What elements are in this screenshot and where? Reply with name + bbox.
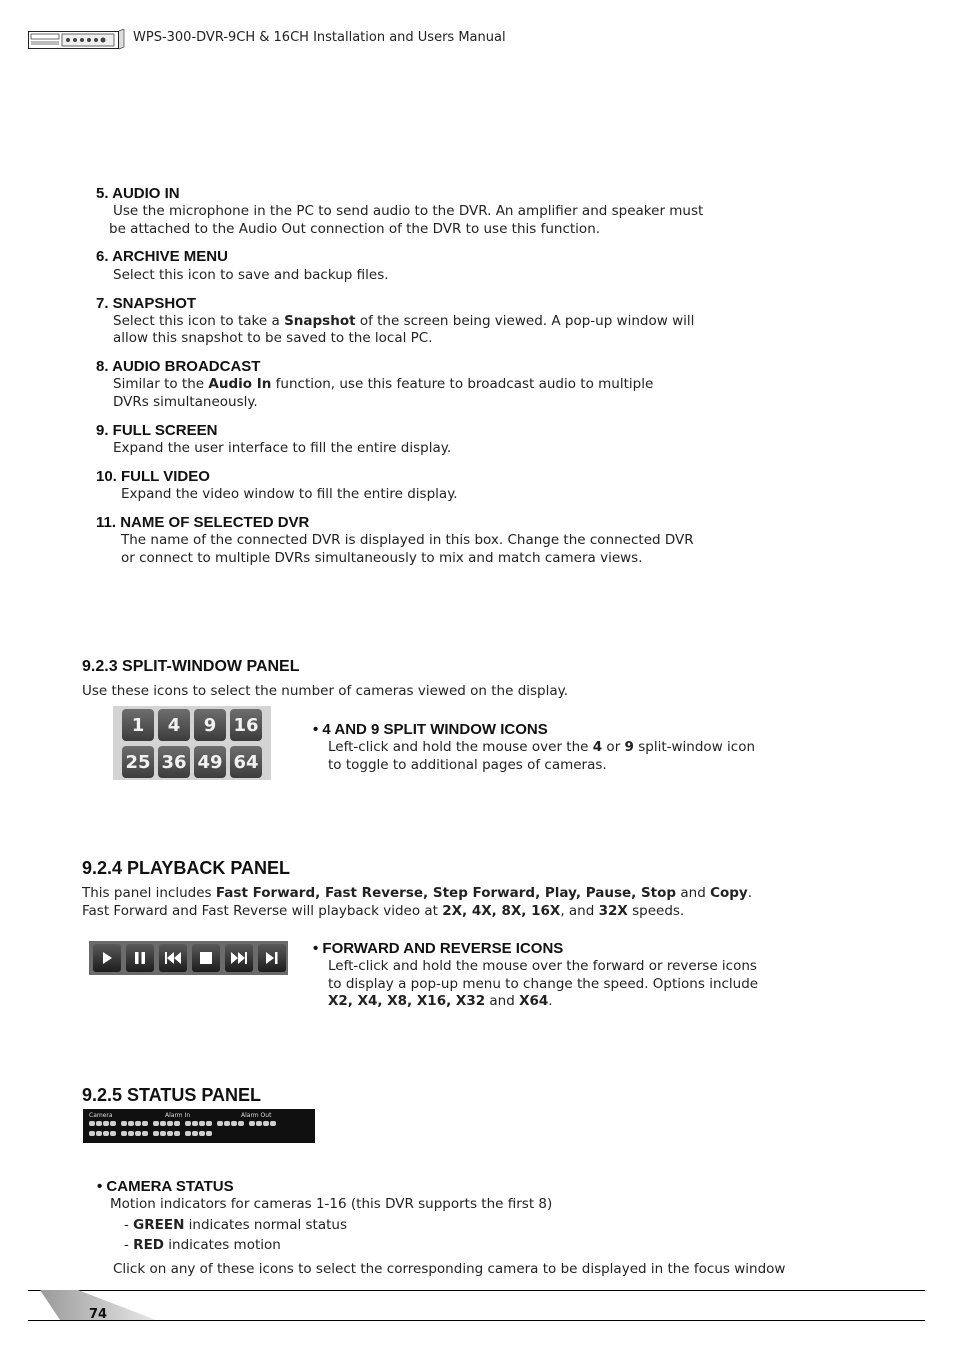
split-4-button[interactable]: 4 bbox=[158, 709, 190, 741]
fast-forward-button[interactable] bbox=[225, 944, 253, 972]
item-heading: 7. SNAPSHOT bbox=[96, 295, 197, 312]
item-text: Expand the video window to fill the entire display. bbox=[121, 486, 458, 502]
split-36-button[interactable]: 36 bbox=[158, 746, 190, 778]
fast-forward-icon bbox=[230, 950, 248, 966]
step-forward-button[interactable] bbox=[258, 944, 286, 972]
camera-status-row-1[interactable] bbox=[89, 1121, 276, 1126]
play-icon bbox=[99, 950, 115, 966]
item-text: be attached to the Audio Out connection of the DVR to use this function. bbox=[109, 221, 601, 237]
stop-button[interactable] bbox=[192, 944, 220, 972]
stop-icon bbox=[198, 950, 214, 966]
item-text: Use the microphone in the PC to send audio to the DVR. An amplifier and speaker must bbox=[113, 203, 704, 219]
split-64-button[interactable]: 64 bbox=[230, 746, 262, 778]
bullet-text: Left-click and hold the mouse over the 4 or 9 split-window icon bbox=[328, 739, 756, 755]
bullet-text: - GREEN indicates normal status bbox=[124, 1217, 348, 1233]
bullet-text: Left-click and hold the mouse over the forward or reverse icons bbox=[328, 958, 757, 974]
item-text: DVRs simultaneously. bbox=[113, 394, 258, 410]
split-16-button[interactable]: 16 bbox=[230, 709, 262, 741]
bullet-heading: • FORWARD AND REVERSE ICONS bbox=[313, 940, 564, 957]
bullet-text: Motion indicators for cameras 1-16 (this DVR supports the first 8) bbox=[110, 1196, 553, 1212]
section-intro: Use these icons to select the number of cameras viewed on the display. bbox=[82, 683, 568, 699]
bullet-text: Click on any of these icons to select the corresponding camera to be displayed in the focus window bbox=[113, 1261, 786, 1277]
bullet-heading: • CAMERA STATUS bbox=[97, 1178, 234, 1195]
bullet-heading: • 4 AND 9 SPLIT WINDOW ICONS bbox=[313, 721, 548, 738]
status-label-alarm-in: Alarm In bbox=[165, 1112, 191, 1119]
playback-panel bbox=[89, 941, 288, 975]
split-49-button[interactable]: 49 bbox=[194, 746, 226, 778]
item-heading: 8. AUDIO BROADCAST bbox=[96, 358, 261, 375]
split-window-panel bbox=[113, 706, 271, 780]
item-heading: 6. ARCHIVE MENU bbox=[96, 248, 228, 265]
step-forward-icon bbox=[264, 950, 280, 966]
split-25-button[interactable]: 25 bbox=[122, 746, 154, 778]
status-label-alarm-out: Alarm Out bbox=[241, 1112, 272, 1119]
status-panel bbox=[83, 1109, 315, 1143]
item-text: The name of the connected DVR is displayed in this box. Change the connected DVR bbox=[121, 532, 694, 548]
item-text: Similar to the Audio In function, use this feature to broadcast audio to multiple bbox=[113, 376, 654, 392]
split-1-button[interactable]: 1 bbox=[122, 709, 154, 741]
rewind-icon bbox=[164, 950, 182, 966]
item-heading: 11. NAME OF SELECTED DVR bbox=[96, 514, 310, 531]
bullet-text: X2, X4, X8, X16, X32 and X64. bbox=[328, 993, 553, 1009]
section-text: This panel includes Fast Forward, Fast Reverse, Step Forward, Play, Pause, Stop and Copy. bbox=[82, 885, 753, 901]
item-heading: 9. FULL SCREEN bbox=[96, 422, 218, 439]
item-text: or connect to multiple DVRs simultaneously to mix and match camera views. bbox=[121, 550, 643, 566]
bullet-text: to toggle to additional pages of cameras. bbox=[328, 757, 607, 773]
bullet-text: - RED indicates motion bbox=[124, 1237, 281, 1253]
page-number: 74 bbox=[89, 1307, 108, 1322]
section-heading-playback: 9.2.4 PLAYBACK PANEL bbox=[82, 858, 291, 878]
footer-divider-bottom bbox=[28, 1320, 925, 1321]
section-text: Fast Forward and Fast Reverse will playback video at 2X, 4X, 8X, 16X, and 32X speeds. bbox=[82, 903, 685, 919]
item-text: allow this snapshot to be saved to the local PC. bbox=[113, 330, 433, 346]
play-button[interactable] bbox=[93, 944, 121, 972]
item-heading: 5. AUDIO IN bbox=[96, 185, 180, 202]
pause-icon bbox=[132, 950, 148, 966]
section-heading-split: 9.2.3 SPLIT-WINDOW PANEL bbox=[82, 658, 300, 675]
camera-status-row-2[interactable] bbox=[89, 1131, 212, 1136]
item-text: Select this icon to save and backup files. bbox=[113, 267, 389, 283]
fast-reverse-button[interactable] bbox=[159, 944, 187, 972]
section-heading-status: 9.2.5 STATUS PANEL bbox=[82, 1085, 262, 1105]
header-title: WPS-300-DVR-9CH & 16CH Installation and Users Manual bbox=[133, 30, 506, 45]
header-logo bbox=[28, 29, 125, 51]
item-text: Select this icon to take a Snapshot of the screen being viewed. A pop-up window will bbox=[113, 313, 695, 329]
item-heading: 10. FULL VIDEO bbox=[96, 468, 210, 485]
item-text: Expand the user interface to fill the entire display. bbox=[113, 440, 452, 456]
split-9-button[interactable]: 9 bbox=[194, 709, 226, 741]
footer-divider-top bbox=[28, 1290, 925, 1291]
bullet-text: to display a pop-up menu to change the speed. Options include bbox=[328, 976, 759, 992]
pause-button[interactable] bbox=[126, 944, 154, 972]
status-label-camera: Camera bbox=[89, 1112, 113, 1119]
